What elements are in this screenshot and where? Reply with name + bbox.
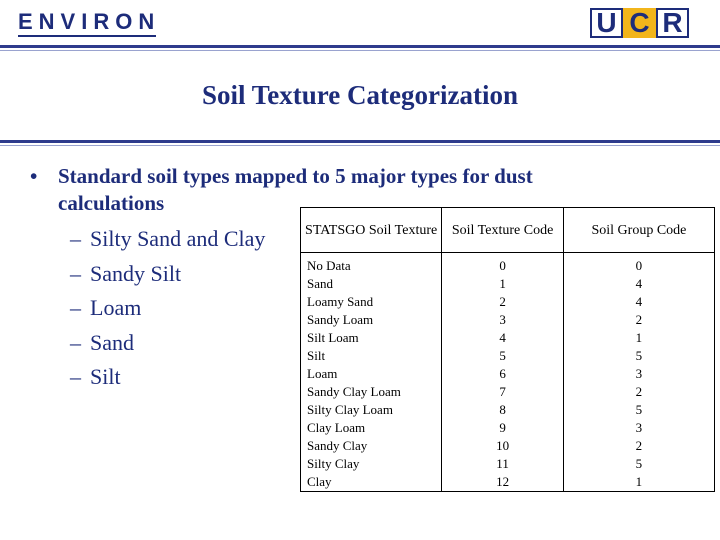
bullet-icon: • — [30, 164, 38, 188]
cell-texture-code: 3 — [442, 311, 564, 329]
cell-texture-code: 1 — [442, 275, 564, 293]
cell-soil-texture: Loamy Sand — [301, 293, 442, 311]
cell-texture-code: 9 — [442, 419, 564, 437]
cell-texture-code: 8 — [442, 401, 564, 419]
cell-texture-code: 7 — [442, 383, 564, 401]
list-item-label: Silt — [90, 364, 121, 389]
cell-texture-code: 2 — [442, 293, 564, 311]
cell-texture-code: 4 — [442, 329, 564, 347]
ucr-logo-r: R — [656, 8, 689, 38]
list-item — [70, 326, 300, 361]
cell-group-code: 0 — [563, 253, 714, 276]
cell-soil-texture: Silty Clay — [301, 455, 442, 473]
dash-icon: – — [70, 260, 81, 286]
cell-soil-texture: Sandy Clay Loam — [301, 383, 442, 401]
header-texture-code: Soil Texture Code — [442, 208, 564, 253]
cell-soil-texture: Silt — [301, 347, 442, 365]
table-row — [301, 347, 715, 365]
cell-soil-texture: Loam — [301, 365, 442, 383]
cell-texture-code: 5 — [442, 347, 564, 365]
cell-texture-code: 11 — [442, 455, 564, 473]
cell-group-code: 5 — [563, 401, 714, 419]
cell-texture-code: 10 — [442, 437, 564, 455]
table-row — [301, 329, 715, 347]
header-group-code: Soil Group Code — [563, 208, 714, 253]
table-row — [301, 401, 715, 419]
table-row — [301, 365, 715, 383]
cell-group-code: 1 — [563, 329, 714, 347]
table-row — [301, 473, 715, 492]
cell-texture-code: 6 — [442, 365, 564, 383]
list-item-label: Sandy Silt — [90, 260, 182, 286]
cell-group-code: 3 — [563, 419, 714, 437]
table-row — [301, 437, 715, 455]
environ-logo: ENVIRON — [18, 9, 161, 34]
dash-icon: – — [70, 329, 81, 355]
table-row — [301, 253, 715, 276]
list-item-label: Loam — [90, 295, 142, 320]
main-bullet-text: Standard soil types mapped to 5 major types for dust calculations — [58, 164, 533, 215]
table-row — [301, 275, 715, 293]
list-item — [70, 291, 300, 326]
cell-group-code: 3 — [563, 365, 714, 383]
list-item — [70, 222, 300, 257]
table-row — [301, 455, 715, 473]
list-item-label: Silty Sand and Clay — [90, 226, 266, 251]
table-row — [301, 419, 715, 437]
table-row — [301, 293, 715, 311]
cell-group-code: 4 — [563, 275, 714, 293]
ucr-logo-u: U — [590, 8, 623, 38]
table-header-row — [301, 208, 715, 253]
title-divider-thin — [0, 145, 720, 146]
cell-soil-texture: Sandy Clay — [301, 437, 442, 455]
title-divider — [0, 140, 720, 143]
header-divider — [0, 45, 720, 48]
dash-icon: – — [70, 295, 81, 320]
slide-title: Soil Texture Categorization — [202, 80, 518, 110]
cell-soil-texture: Clay — [301, 473, 442, 492]
cell-group-code: 2 — [563, 311, 714, 329]
table-row — [301, 311, 715, 329]
header-statsgo: STATSGO Soil Texture — [301, 208, 442, 253]
soil-type-list — [70, 222, 300, 395]
cell-soil-texture: Clay Loam — [301, 419, 442, 437]
list-item — [70, 257, 300, 292]
cell-soil-texture: Sand — [301, 275, 442, 293]
ucr-logo — [590, 8, 690, 38]
cell-soil-texture: Sandy Loam — [301, 311, 442, 329]
cell-group-code: 1 — [563, 473, 714, 492]
header-divider-thin — [0, 50, 720, 51]
cell-group-code: 2 — [563, 383, 714, 401]
dash-icon: – — [70, 226, 81, 251]
cell-group-code: 5 — [563, 455, 714, 473]
table-row — [301, 383, 715, 401]
cell-texture-code: 12 — [442, 473, 564, 492]
list-item — [70, 360, 300, 395]
ucr-logo-c: C — [623, 8, 656, 38]
cell-soil-texture: Silty Clay Loam — [301, 401, 442, 419]
cell-soil-texture: Silt Loam — [301, 329, 442, 347]
cell-group-code: 2 — [563, 437, 714, 455]
environ-logo-underline — [18, 35, 156, 37]
dash-icon: – — [70, 364, 81, 389]
cell-soil-texture: No Data — [301, 253, 442, 276]
cell-group-code: 4 — [563, 293, 714, 311]
soil-texture-table — [300, 207, 715, 492]
cell-texture-code: 0 — [442, 253, 564, 276]
list-item-label: Sand — [90, 329, 134, 355]
cell-group-code: 5 — [563, 347, 714, 365]
